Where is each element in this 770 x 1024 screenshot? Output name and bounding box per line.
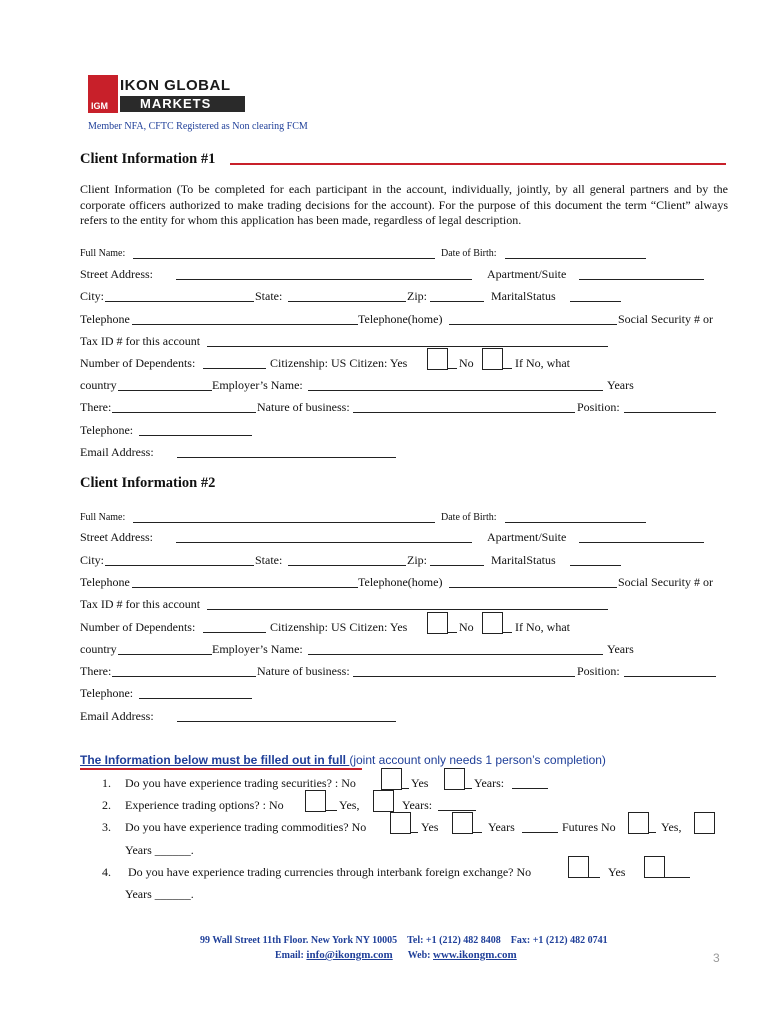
- s1-yes-underline: [447, 368, 457, 369]
- s1-telephone-field[interactable]: [132, 324, 358, 325]
- footer-tel: Tel: +1 (212) 482 8408: [407, 935, 501, 946]
- s2-there-field[interactable]: [112, 676, 256, 677]
- s2-telephone-label: Telephone: [80, 575, 130, 589]
- logo-text-markets: MARKETS: [140, 96, 212, 111]
- s2-nature-label: Nature of business:: [257, 664, 350, 678]
- s1-country-label: country: [80, 378, 117, 392]
- s2-position-label: Position:: [577, 664, 620, 678]
- q3-futures-no-underline: [648, 832, 656, 833]
- s1-citizen-yes-checkbox[interactable]: [427, 348, 448, 370]
- s2-state-field[interactable]: [288, 565, 406, 566]
- s2-email-field[interactable]: [177, 721, 396, 722]
- notice-rest: (joint account only needs 1 person’s completion): [349, 753, 606, 767]
- s1-tel-home-field[interactable]: [449, 324, 617, 325]
- s2-employer-label: Employer’s Name:: [212, 642, 303, 656]
- s1-email-field[interactable]: [177, 457, 396, 458]
- s1-street-label: Street Address:: [80, 267, 153, 281]
- s2-ssn-label: Social Security # or: [618, 575, 713, 589]
- q4-number: 4.: [102, 865, 111, 879]
- s2-zip-field[interactable]: [430, 565, 484, 566]
- s2-full-name-label: Full Name:: [80, 512, 126, 523]
- q1-text: Do you have experience trading securities? : No: [125, 776, 356, 790]
- q3-no-checkbox[interactable]: [390, 812, 411, 834]
- s1-full-name-label: Full Name:: [80, 248, 126, 259]
- q3-futures-label: Futures No: [562, 820, 616, 834]
- s1-employer-field[interactable]: [308, 390, 603, 391]
- s2-no-underline: [502, 632, 512, 633]
- member-note: Member NFA, CFTC Registered as Non clearing FCM: [88, 121, 308, 132]
- s1-telephone2-label: Telephone:: [80, 423, 134, 437]
- s1-nature-label: Nature of business:: [257, 400, 350, 414]
- s2-yes-underline: [447, 632, 457, 633]
- section1-title: Client Information #1: [80, 151, 216, 167]
- section2-title: Client Information #2: [80, 475, 216, 491]
- s2-full-name-field[interactable]: [133, 522, 435, 523]
- s1-tel-home-label: Telephone(home): [358, 312, 443, 326]
- s2-country-label: country: [80, 642, 117, 656]
- s1-telephone2-field[interactable]: [139, 435, 252, 436]
- s1-citizenship-label: Citizenship: US Citizen: Yes: [270, 356, 408, 370]
- q3-years-label: Years: [488, 820, 515, 834]
- company-logo: [88, 75, 248, 115]
- s1-no-label: No: [459, 356, 474, 370]
- q2-text: Experience trading options? : No: [125, 798, 284, 812]
- s1-position-label: Position:: [577, 400, 620, 414]
- q4-no-underline: [588, 877, 600, 878]
- q2-no-underline: [325, 810, 337, 811]
- s1-marital-label: MaritalStatus: [491, 289, 556, 303]
- s1-state-label: State:: [255, 289, 283, 303]
- s2-email-label: Email Address:: [80, 709, 154, 723]
- s2-citizen-no-checkbox[interactable]: [482, 612, 503, 634]
- s2-apt-field[interactable]: [579, 542, 704, 543]
- s2-there-label: There:: [80, 664, 112, 678]
- footer-web-link[interactable]: www.ikongm.com: [433, 949, 517, 961]
- s1-ssn-label: Social Security # or: [618, 312, 713, 326]
- s1-ifno-label: If No, what: [515, 356, 570, 370]
- s2-zip-label: Zip:: [407, 553, 427, 567]
- q1-yes-underline: [464, 788, 472, 789]
- q3-number: 3.: [102, 820, 111, 834]
- q1-years-label: Years:: [474, 776, 505, 790]
- logo-text-ikon: IKON GLOBAL: [120, 77, 231, 94]
- s1-taxid-field[interactable]: [207, 346, 608, 347]
- s2-street-field[interactable]: [176, 542, 472, 543]
- s1-dependents-label: Number of Dependents:: [80, 356, 196, 370]
- s1-employer-label: Employer’s Name:: [212, 378, 303, 392]
- q3-yes2-label: Yes,: [661, 820, 682, 834]
- q1-no-checkbox[interactable]: [381, 768, 402, 790]
- s1-taxid-label: Tax ID # for this account: [80, 334, 201, 348]
- s2-dob-label: Date of Birth:: [441, 512, 497, 523]
- q3-yes-label: Yes: [421, 820, 439, 834]
- q3-years-field[interactable]: [522, 832, 558, 833]
- s1-country-field[interactable]: [118, 390, 212, 391]
- q3-yes-checkbox[interactable]: [452, 812, 473, 834]
- s1-marital-field[interactable]: [570, 301, 621, 302]
- q2-yes-checkbox[interactable]: [373, 790, 394, 812]
- s2-marital-label: MaritalStatus: [491, 553, 556, 567]
- s1-dependents-field[interactable]: [203, 368, 266, 369]
- full-completion-notice: [80, 753, 606, 767]
- footer-address: 99 Wall Street 11th Floor. New York NY 10005: [200, 935, 398, 946]
- s1-zip-label: Zip:: [407, 289, 427, 303]
- s1-no-underline: [502, 368, 512, 369]
- s1-there-label: There:: [80, 400, 112, 414]
- q4-years2-label: Years ______.: [125, 887, 194, 901]
- s2-nature-field[interactable]: [353, 676, 575, 677]
- q3-yes-underline: [472, 832, 482, 833]
- q3-text: Do you have experience trading commodities? No: [125, 820, 367, 834]
- q3-years2-label: Years ______.: [125, 843, 194, 857]
- s1-dob-label: Date of Birth:: [441, 248, 497, 259]
- s2-position-field[interactable]: [624, 676, 716, 677]
- s1-nature-field[interactable]: [353, 412, 575, 413]
- q4-yes-underline: [664, 877, 690, 878]
- s2-citizenship-label: Citizenship: US Citizen: Yes: [270, 620, 408, 634]
- s2-employer-field[interactable]: [308, 654, 603, 655]
- s2-no-label: No: [459, 620, 474, 634]
- s2-telephone-field[interactable]: [132, 587, 358, 588]
- footer-email-label: Email:: [275, 950, 304, 961]
- s1-state-field[interactable]: [288, 301, 406, 302]
- intro-paragraph: Client Information (To be completed for each participant in the account, individually, jointly, by all general partners and by the corporate officers authorized to make trading decisions for the account). For the purpose of this document the term “Client” always refers to the entity for whom this application has been made, regardless of legal description.: [80, 182, 728, 227]
- q3-no-underline: [410, 832, 418, 833]
- footer-fax: Fax: +1 (212) 482 0741: [510, 935, 608, 946]
- page-number: 3: [713, 951, 720, 965]
- q4-no-checkbox[interactable]: [568, 856, 589, 878]
- q1-number: 1.: [102, 776, 111, 790]
- q1-no-underline: [401, 788, 409, 789]
- q1-yes-checkbox[interactable]: [444, 768, 465, 790]
- s1-full-name-field[interactable]: [133, 258, 435, 259]
- logo-mark: IGM: [91, 101, 108, 111]
- q1-yes-label: Yes: [411, 776, 429, 790]
- s2-street-label: Street Address:: [80, 530, 153, 544]
- s2-citizen-yes-checkbox[interactable]: [427, 612, 448, 634]
- notice-red-underline: [80, 768, 362, 770]
- s2-telephone2-label: Telephone:: [80, 686, 134, 700]
- section1-rule: [230, 163, 726, 165]
- s1-city-field[interactable]: [105, 301, 254, 302]
- footer-email-link[interactable]: info@ikongm.com: [306, 949, 393, 961]
- q2-no-checkbox[interactable]: [305, 790, 326, 812]
- s1-citizen-no-checkbox[interactable]: [482, 348, 503, 370]
- s2-tel-home-field[interactable]: [449, 587, 617, 588]
- s1-years-label: Years: [607, 378, 634, 392]
- s2-marital-field[interactable]: [570, 565, 621, 566]
- s2-apt-label: Apartment/Suite: [487, 530, 567, 544]
- s2-dependents-field[interactable]: [203, 632, 266, 633]
- s2-dob-field[interactable]: [505, 522, 646, 523]
- q3-futures-no-checkbox[interactable]: [628, 812, 649, 834]
- q4-yes-label: Yes: [608, 865, 626, 879]
- s2-ifno-label: If No, what: [515, 620, 570, 634]
- q3-futures-yes-checkbox[interactable]: [694, 812, 715, 834]
- s1-zip-field[interactable]: [430, 301, 484, 302]
- s1-email-label: Email Address:: [80, 445, 154, 459]
- q2-years-label: Years:: [402, 798, 433, 812]
- s1-street-field[interactable]: [176, 279, 472, 280]
- q1-years-field[interactable]: [512, 788, 548, 789]
- footer-line2: [275, 949, 517, 961]
- s1-dob-field[interactable]: [505, 258, 646, 259]
- s2-city-field[interactable]: [105, 565, 254, 566]
- s2-state-label: State:: [255, 553, 283, 567]
- q2-years-field[interactable]: [438, 810, 476, 811]
- s2-tel-home-label: Telephone(home): [358, 575, 443, 589]
- s1-apt-label: Apartment/Suite: [487, 267, 567, 281]
- footer-web-label: Web:: [407, 950, 431, 961]
- q4-yes-checkbox[interactable]: [644, 856, 665, 878]
- footer-line1: [200, 935, 608, 946]
- q4-text: Do you have experience trading currencies through interbank foreign exchange? No: [128, 865, 532, 879]
- s2-years-label: Years: [607, 642, 634, 656]
- s1-telephone-label: Telephone: [80, 312, 130, 326]
- s1-position-field[interactable]: [624, 412, 716, 413]
- s1-apt-field[interactable]: [579, 279, 704, 280]
- s2-taxid-field[interactable]: [207, 609, 608, 610]
- s2-taxid-label: Tax ID # for this account: [80, 597, 201, 611]
- s2-country-field[interactable]: [118, 654, 212, 655]
- s1-there-field[interactable]: [112, 412, 256, 413]
- s2-dependents-label: Number of Dependents:: [80, 620, 196, 634]
- notice-emphasis: The Information below must be filled out in full: [80, 753, 350, 767]
- s2-telephone2-field[interactable]: [139, 698, 252, 699]
- s1-city-label: City:: [80, 289, 105, 303]
- q2-yes-label: Yes,: [339, 798, 360, 812]
- q2-number: 2.: [102, 798, 111, 812]
- s2-city-label: City:: [80, 553, 105, 567]
